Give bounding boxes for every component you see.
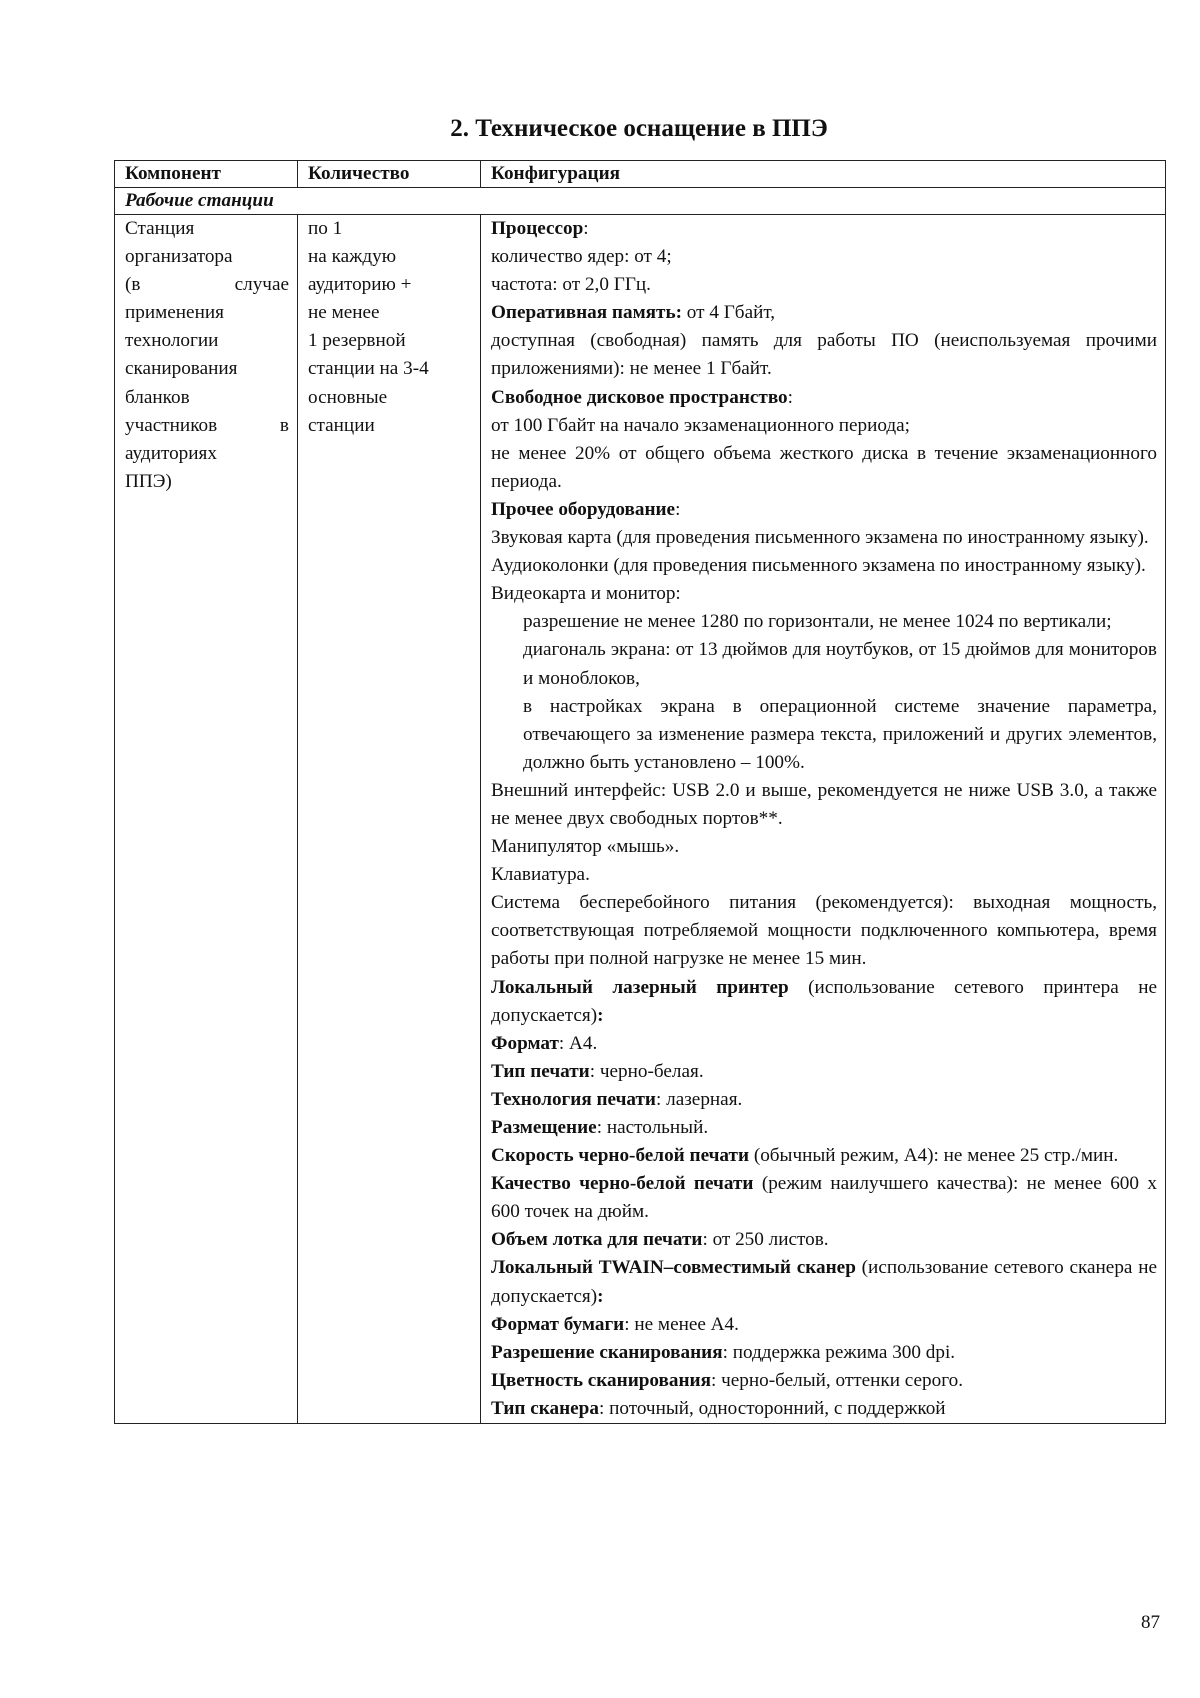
config-text: Система бесперебойного питания (рекомендуется): выходная мощность, соответствующая потребляемой мощности подключенного компьютера, время работы при полной нагрузке не менее 15 мин. — [491, 892, 1157, 970]
config-item — [491, 1114, 1157, 1142]
page-number: 87 — [1141, 1612, 1160, 1633]
config-item — [491, 384, 1157, 412]
config-text: (режим наилучшего качества): не менее 600 x 600 точек на дюйм. — [491, 1173, 1157, 1223]
config-term: Процессор — [491, 218, 584, 239]
config-text: доступная (свободная) память для работы ПО (неиспользуемая прочими приложениями): не менее 1 Гбайт. — [491, 330, 1157, 380]
config-term: Свободное дисковое пространство — [491, 386, 788, 408]
config-item — [491, 215, 1157, 243]
config-item — [491, 440, 1157, 496]
config-text: диагональ экрана: от 13 дюймов для ноутбуков, от 15 дюймов для мониторов и моноблоков, — [523, 639, 1157, 689]
config-item — [491, 1367, 1157, 1395]
quantity-line: аудиторию + — [308, 274, 412, 296]
config-text: : черно-белый, оттенки серого. — [710, 1369, 963, 1391]
config-item — [491, 1058, 1157, 1086]
config-item — [491, 327, 1157, 383]
quantity-line: не менее — [308, 302, 380, 324]
config-item — [491, 889, 1157, 973]
config-text: : — [675, 498, 681, 520]
section-title: 2. Техническое оснащение в ППЭ — [450, 115, 828, 142]
config-item — [491, 1170, 1157, 1226]
component-line: аудиториях — [125, 442, 217, 464]
config-item — [491, 1339, 1157, 1367]
config-item — [491, 861, 1157, 889]
quantity-line: станции на 3-4 — [308, 358, 429, 380]
config-item — [491, 271, 1157, 299]
config-item — [491, 1030, 1157, 1058]
config-text: : лазерная. — [656, 1088, 743, 1110]
config-item — [491, 1086, 1157, 1114]
quantity-line: 1 резервной — [308, 330, 406, 352]
table-section-row — [115, 188, 1166, 215]
configuration-cell — [481, 215, 1166, 1424]
table-row — [115, 215, 1166, 1424]
table-header-row — [115, 161, 1166, 188]
config-item — [491, 580, 1157, 608]
config-text: (использование сетевого принтера не допускается) — [491, 976, 1157, 1026]
config-text: : А4. — [558, 1032, 598, 1054]
config-text: : не менее А4. — [624, 1313, 739, 1335]
component-line: участников в — [125, 414, 289, 436]
config-text: : настольный. — [596, 1117, 709, 1138]
config-item — [491, 412, 1157, 440]
config-text: от 4 Гбайт, — [682, 302, 776, 324]
config-term: Локальный TWAIN–совместимый сканер — [491, 1257, 856, 1279]
component-line: применения — [125, 302, 224, 324]
config-text: : поддержка режима 300 dpi. — [722, 1341, 956, 1363]
quantity-line: станции — [308, 414, 375, 436]
header-quantity: Количество — [298, 161, 481, 188]
config-item — [491, 693, 1157, 777]
config-term: Формат — [491, 1032, 559, 1054]
config-item — [491, 1395, 1157, 1423]
config-text: : — [787, 386, 793, 408]
config-item — [491, 608, 1157, 636]
config-text: разрешение не менее 1280 по горизонтали, не менее 1024 по вертикали; — [523, 611, 1112, 633]
config-text: от 100 Гбайт на начало экзаменационного периода; — [491, 414, 911, 436]
config-item — [491, 496, 1157, 524]
component-line: технологии — [125, 330, 219, 352]
config-text: Видеокарта и монитор: — [491, 583, 681, 605]
header-component: Компонент — [115, 161, 298, 188]
config-text: Манипулятор «мышь». — [491, 836, 680, 858]
config-item — [491, 524, 1157, 552]
config-text: (обычный режим, А4): не менее 25 стр./мин. — [749, 1145, 1119, 1167]
component-line: (в случае — [125, 274, 289, 296]
config-term: Формат бумаги — [491, 1313, 625, 1335]
config-term: Оперативная память: — [491, 302, 682, 324]
config-text: : от 250 листов. — [702, 1229, 829, 1251]
component-line: сканирования — [125, 358, 238, 380]
config-term: Локальный лазерный принтер — [491, 976, 789, 998]
config-text: Клавиатура. — [491, 864, 590, 886]
equipment-table — [114, 160, 1166, 1424]
config-text: Звуковая карта (для проведения письменного экзамена по иностранному языку). — [491, 527, 1149, 549]
quantity-line: на каждую — [308, 246, 397, 268]
config-term: Тип сканера — [491, 1397, 599, 1419]
config-item — [491, 1142, 1157, 1170]
config-term: Прочее оборудование — [491, 498, 676, 520]
config-term: Технология печати — [491, 1088, 656, 1110]
component-line: ППЭ) — [125, 470, 172, 492]
config-item — [491, 552, 1157, 580]
component-line: организатора — [125, 246, 233, 268]
config-term: Объем лотка для печати — [491, 1229, 703, 1251]
quantity-line: по 1 — [308, 218, 343, 239]
config-term: Тип печати — [491, 1060, 590, 1082]
component-line: бланков — [125, 386, 190, 408]
config-text: : поточный, односторонний, с поддержкой — [598, 1397, 946, 1419]
config-text: (использование сетевого сканера не допускается) — [491, 1257, 1158, 1307]
config-item — [491, 833, 1157, 861]
config-item — [491, 1254, 1157, 1310]
quantity-cell — [298, 215, 481, 1424]
config-text: : черно-белая. — [589, 1060, 704, 1082]
section-label: Рабочие станции — [115, 188, 1166, 215]
component-line: Станция — [125, 218, 195, 239]
config-text: Аудиоколонки (для проведения письменного экзамена по иностранному языку). — [491, 555, 1146, 577]
config-term: Цветность сканирования — [491, 1369, 711, 1391]
config-item — [491, 974, 1157, 1030]
config-text: : — [583, 218, 589, 239]
config-item — [491, 636, 1157, 692]
config-item — [491, 299, 1157, 327]
config-item — [491, 243, 1157, 271]
config-item — [491, 1226, 1157, 1254]
config-term: Скорость черно-белой печати — [491, 1145, 750, 1167]
config-term: Разрешение сканирования — [491, 1341, 723, 1363]
header-configuration: Конфигурация — [481, 161, 1166, 188]
config-text: Внешний интерфейс: USB 2.0 и выше, рекомендуется не ниже USB 3.0, а также не менее двух свободных портов**. — [491, 779, 1157, 829]
config-term: Качество черно-белой печати — [491, 1173, 754, 1195]
config-term: Размещение — [491, 1117, 597, 1138]
quantity-line: основные — [308, 386, 388, 408]
config-text: в настройках экрана в операционной системе значение параметра, отвечающего за изменение размера текста, приложений и других элементов, должно быть установлено – 100%. — [523, 695, 1157, 773]
config-item — [491, 777, 1157, 833]
component-cell — [115, 215, 298, 1424]
config-text: не менее 20% от общего объема жесткого диска в течение экзаменационного периода. — [491, 442, 1157, 492]
config-item — [491, 1311, 1157, 1339]
config-text: частота: от 2,0 ГГц. — [491, 274, 651, 296]
config-term-suffix: : — [597, 1285, 604, 1307]
config-term-suffix: : — [597, 1004, 604, 1026]
config-text: количество ядер: от 4; — [491, 246, 672, 268]
